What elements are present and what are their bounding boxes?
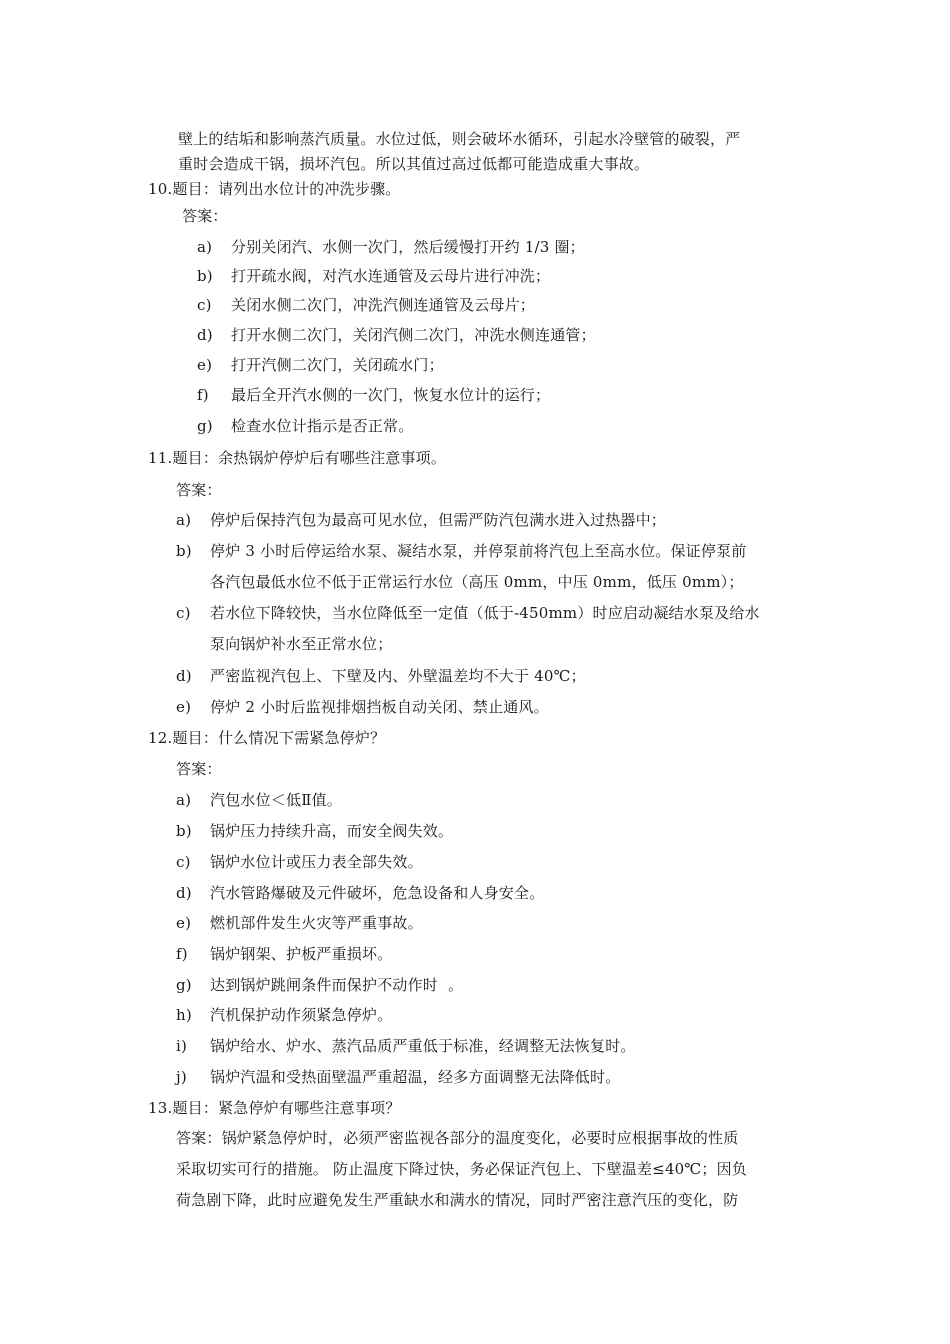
question-number: 11. [148, 449, 173, 467]
list-item-text: 停炉 3 小时后停运给水泵、凝结水泵，并停泵前将汽包上至高水位。保证停泵前 [210, 542, 747, 560]
list-item-text: 燃机部件发生火灾等严重事故。 [210, 914, 423, 932]
list-item [176, 1036, 636, 1056]
question-12-heading [148, 728, 385, 748]
list-item [176, 944, 392, 964]
list-item-continuation: 各汽包最低水位不低于正常运行水位（高压 0mm，中压 0mm，低压 0mm）； [210, 573, 744, 591]
question-13-heading [148, 1098, 400, 1118]
list-item-label: a) [176, 511, 192, 529]
list-item [176, 603, 760, 623]
intro-line-1: 壁上的结垢和影响蒸汽质量。水位过低，则会破坏水循环，引起水冷壁管的破裂，严 [178, 130, 741, 148]
list-item-text: 停炉 2 小时后监视排烟挡板自动关闭、禁止通风。 [210, 698, 549, 716]
list-item-label: g) [197, 417, 213, 435]
list-item [197, 355, 444, 375]
list-item-label: c) [197, 296, 212, 314]
list-item-label: f) [197, 386, 209, 404]
list-item-text: 打开汽侧二次门，关闭疏水门； [231, 356, 444, 374]
list-item [176, 821, 453, 841]
list-item-text: 锅炉钢架、护板严重损坏。 [210, 945, 393, 963]
list-item-text: 关闭水侧二次门，冲洗汽侧连通管及云母片； [231, 296, 536, 314]
list-item-text: 最后全开汽水侧的一次门，恢复水位计的运行； [231, 386, 551, 404]
list-item-label: a) [176, 791, 192, 809]
list-item-label: j) [176, 1068, 187, 1086]
list-item [176, 510, 666, 530]
list-item [176, 975, 463, 995]
question-10-heading [148, 179, 400, 199]
answer-text-line-1: 答案：锅炉紧急停炉时，必须严密监视各部分的温度变化，必要时应根据事故的性质 [176, 1129, 739, 1147]
list-item-label: d) [176, 667, 192, 685]
list-item-text: 打开疏水阀，对汽水连通管及云母片进行冲洗； [231, 267, 551, 285]
list-item-label: e) [176, 914, 192, 932]
question-number: 12. [148, 729, 173, 747]
list-item [176, 1005, 392, 1025]
question-title: 题目：余热锅炉停炉后有哪些注意事项。 [172, 449, 447, 467]
list-item [176, 790, 342, 810]
list-item-text: 达到锅炉跳闸条件而保护不动作时 。 [210, 976, 464, 994]
list-item-label: c) [176, 604, 191, 622]
list-item [197, 325, 596, 345]
list-item-continuation: 泵向锅炉补水至正常水位； [210, 635, 393, 653]
question-title: 题目：请列出水位计的冲洗步骤。 [172, 180, 401, 198]
list-item [176, 852, 423, 872]
question-number: 10. [148, 180, 173, 198]
list-item [176, 697, 549, 717]
list-item-text: 锅炉汽温和受热面壁温严重超温，经多方面调整无法降低时。 [210, 1068, 621, 1086]
answer-text-line-2: 采取切实可行的措施。 防止温度下降过快，务必保证汽包上、下壁温差≤40℃；因负 [176, 1160, 748, 1178]
list-item-text: 分别关闭汽、水侧一次门，然后缓慢打开约 1/3 圈； [231, 238, 585, 256]
list-item-label: d) [197, 326, 213, 344]
answer-label: 答案： [176, 760, 222, 778]
list-item-text: 汽包水位＜低Ⅱ值。 [210, 791, 342, 809]
question-11-heading [148, 448, 446, 468]
list-item-text: 停炉后保持汽包为最高可见水位，但需严防汽包满水进入过热器中； [210, 511, 667, 529]
question-title: 题目：什么情况下需紧急停炉？ [172, 729, 386, 747]
list-item [176, 666, 586, 686]
list-item-text: 严密监视汽包上、下壁及内、外壁温差均不大于 40℃； [210, 667, 586, 685]
list-item-text: 汽水管路爆破及元件破坏，危急设备和人身安全。 [210, 884, 545, 902]
list-item [197, 295, 535, 315]
list-item [197, 237, 585, 257]
list-item-label: e) [176, 698, 192, 716]
list-item-text: 若水位下降较快，当水位降低至一定值（低于-450mm）时应启动凝结水泵及给水 [210, 604, 760, 622]
list-item-label: i) [176, 1037, 188, 1055]
list-item-label: h) [176, 1006, 192, 1024]
list-item-label: b) [197, 267, 213, 285]
list-item-label: d) [176, 884, 192, 902]
list-item-text: 锅炉给水、炉水、蒸汽品质严重低于标准，经调整无法恢复时。 [210, 1037, 636, 1055]
answer-text-line-3: 荷急剧下降，此时应避免发生严重缺水和满水的情况，同时严密注意汽压的变化，防 [176, 1191, 739, 1209]
list-item [176, 913, 423, 933]
list-item [176, 1067, 620, 1087]
list-item [197, 385, 550, 405]
list-item [176, 883, 544, 903]
list-item-text: 检查水位计指示是否正常。 [231, 417, 414, 435]
list-item [197, 266, 550, 286]
list-item-text: 汽机保护动作须紧急停炉。 [210, 1006, 393, 1024]
list-item-label: b) [176, 822, 192, 840]
question-title: 题目：紧急停炉有哪些注意事项？ [172, 1099, 401, 1117]
list-item-text: 打开水侧二次门，关闭汽侧二次门，冲洗水侧连通管； [231, 326, 596, 344]
list-item [176, 541, 746, 561]
answer-label: 答案： [176, 481, 222, 499]
list-item-label: f) [176, 945, 188, 963]
question-number: 13. [148, 1099, 173, 1117]
list-item-label: g) [176, 976, 192, 994]
intro-line-2: 重时会造成干锅，损坏汽包。所以其值过高过低都可能造成重大事故。 [178, 155, 650, 173]
list-item-label: e) [197, 356, 213, 374]
list-item-label: a) [197, 238, 213, 256]
list-item-text: 锅炉压力持续升高，而安全阀失效。 [210, 822, 454, 840]
answer-label: 答案： [182, 207, 228, 225]
list-item-text: 锅炉水位计或压力表全部失效。 [210, 853, 423, 871]
list-item-label: b) [176, 542, 192, 560]
list-item-label: c) [176, 853, 191, 871]
list-item [197, 416, 413, 436]
